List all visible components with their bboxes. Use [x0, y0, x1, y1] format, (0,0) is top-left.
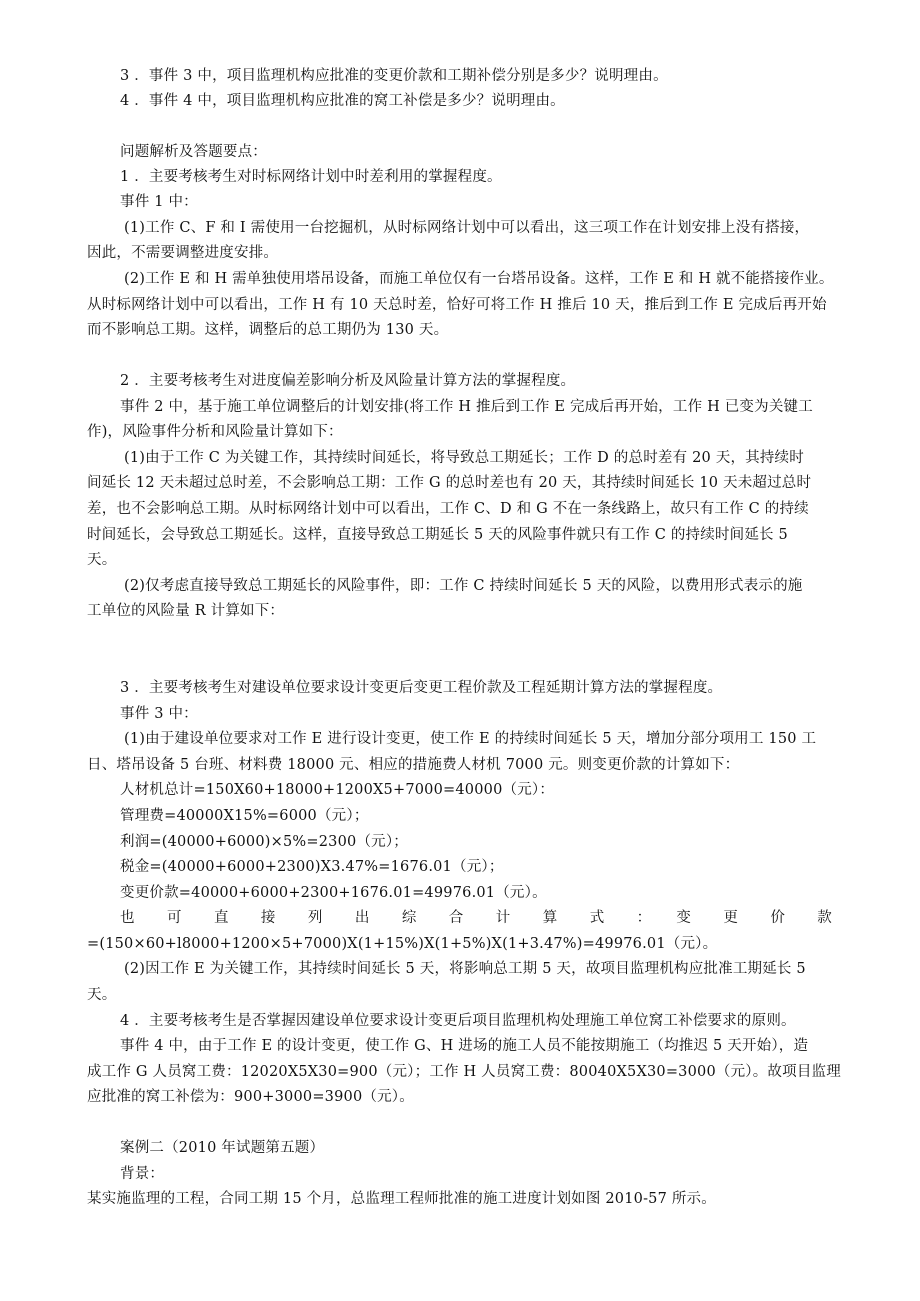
point-1-title: 1 ．主要考核考生对时标网络计划中时差利用的掌握程度。 — [120, 169, 502, 185]
question-4: 4 ．事件 4 中，项目监理机构应批准的窝工补偿是多少？说明理由。 — [120, 93, 565, 109]
event-2-intro: 事件 2 中，基于施工单位调整后的计划安排(将工作 H 推后到工作 E 完成后再开始，工作 H 已变为关键工 — [120, 399, 813, 415]
event-2-para-1-cont-3: 时间延长，会导致总工期延长。这样，直接导致总工期延长 5 天的风险事件就只有工作 C 的持续时间延长 5 — [87, 527, 788, 543]
case-2-title: 案例二（2010 年试题第五题） — [120, 1140, 325, 1156]
event-2-para-1-cont-1: 间延长 12 天未超过总时差，不会影响总工期：工作 G 的总时差也有 20 天，其持续时间延长 10 天未超过总时 — [87, 475, 812, 491]
point-4-title: 4 ．主要考核考生是否掌握因建设单位要求设计变更后项目监理机构处理施工单位窝工补偿要求的原则。 — [120, 1013, 796, 1029]
calc-profit: 利润=(40000+6000)×5%=2300（元）； — [120, 834, 408, 850]
event-2-para-2: (2)仅考虑直接导致总工期延长的风险事件，即：工作 C 持续时间延长 5 天的风险，以费用形式表示的施 — [124, 578, 803, 594]
calc-materials: 人材机总计=150X60+18000+1200X5+7000=40000（元）： — [120, 782, 555, 798]
calc-alternative-formula: =(150×60+l8000+1200×5+7000)X(1+15%)X(1+5%)X(1+3.47%)=49976.01（元）。 — [87, 936, 718, 952]
event-4-para-cont-1: 成工作 G 人员窝工费：12020X5X30=900（元）；工作 H 人员窝工费：80040X5X30=3000（元）。故项目监理 — [87, 1064, 841, 1080]
calc-alternative-intro: 也 可 直 接 列 出 综 合 计 算 式 ： 变 更 价 款 — [120, 910, 832, 926]
event-3-para-2: (2)因工作 E 为关键工作，其持续时间延长 5 天，将影响总工期 5 天，故项目监理机构应批准工期延长 5 — [124, 961, 806, 977]
event-1-para-2-cont-1: 从时标网络计划中可以看出，工作 H 有 10 天总时差，恰好可将工作 H 推后 10 天，推后到工作 E 完成后再开始 — [87, 297, 827, 313]
event-2-intro-cont: 作)，风险事件分析和风险量计算如下： — [87, 424, 343, 440]
event-2-para-1: (1)由于工作 C 为关键工作，其持续时间延长，将导致总工期延长；工作 D 的总时差有 20 天，其持续时 — [124, 450, 804, 466]
question-3: 3 ．事件 3 中，项目监理机构应批准的变更价款和工期补偿分别是多少？说明理由。 — [120, 68, 668, 84]
event-2-para-1-cont-4: 天。 — [87, 552, 117, 568]
event-1-para-1-cont: 因此，不需要调整进度安排。 — [87, 245, 279, 261]
background-text: 某实施监理的工程，合同工期 15 个月，总监理工程师批准的施工进度计划如图 2010-57 所示。 — [87, 1191, 716, 1207]
event-1-para-2-cont-2: 而不影响总工期。这样，调整后的总工期仍为 130 天。 — [87, 322, 449, 338]
event-1-para-1: (1)工作 C、F 和 I 需使用一台挖掘机，从时标网络计划中可以看出，这三项工作在计划安排上没有搭接， — [124, 220, 810, 236]
event-2-para-2-cont: 工单位的风险量 R 计算如下： — [87, 603, 285, 619]
event-1-label: 事件 1 中： — [120, 194, 198, 210]
calc-change-price: 变更价款=40000+6000+2300+1676.01=49976.01（元）。 — [120, 885, 547, 901]
event-1-para-2: (2)工作 E 和 H 需单独使用塔吊设备，而施工单位仅有一台塔吊设备。这样，工作 E 和 H 就不能搭接作业。 — [124, 271, 834, 287]
event-3-para-1: (1)由于建设单位要求对工作 E 进行设计变更，使工作 E 的持续时间延长 5 天，增加分部分项用工 150 工 — [124, 731, 817, 747]
point-3-title: 3 ．主要考核考生对建设单位要求设计变更后变更工程价款及工程延期计算方法的掌握程度。 — [120, 680, 723, 696]
event-2-para-1-cont-2: 差，也不会影响总工期。从时标网络计划中可以看出，工作 C、D 和 G 不在一条线路上，故只有工作 C 的持续 — [87, 501, 809, 517]
calc-management: 管理费=40000X15%=6000（元）； — [120, 808, 369, 824]
event-3-para-1-cont: 日、塔吊设备 5 台班、材料费 18000 元、相应的措施费人材机 7000 元。则变更价款的计算如下： — [87, 757, 740, 773]
event-4-para-cont-2: 应批准的窝工补偿为：900+3000=3900（元）。 — [87, 1089, 414, 1105]
event-3-label: 事件 3 中： — [120, 706, 198, 722]
background-label: 背景： — [120, 1166, 165, 1182]
calc-tax: 税金=(40000+6000+2300)X3.47%=1676.01（元）； — [120, 859, 504, 875]
analysis-heading: 问题解析及答题要点： — [120, 144, 267, 160]
point-2-title: 2 ．主要考核考生对进度偏差影响分析及风险量计算方法的掌握程度。 — [120, 373, 576, 389]
event-4-para: 事件 4 中，由于工作 E 的设计变更，使工作 G、H 进场的施工人员不能按期施工（均推迟 5 天开始），造 — [120, 1038, 809, 1054]
event-3-para-2-cont: 天。 — [87, 987, 117, 1003]
